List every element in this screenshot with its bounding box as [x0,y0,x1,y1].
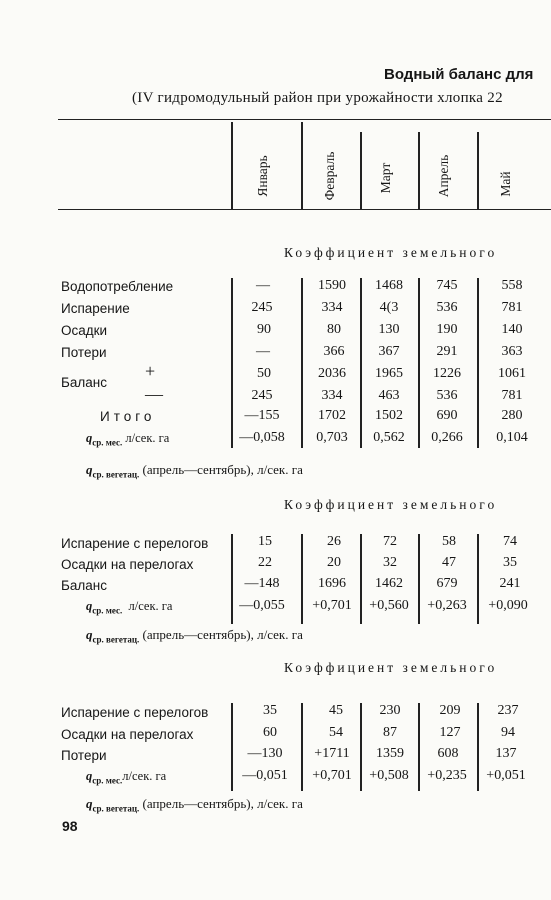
table-cell: 80 [327,322,341,337]
table-cell: 1061 [498,366,526,381]
table-cell: 1359 [376,746,404,761]
table-cell: 137 [495,746,517,761]
table-cell: +0,560 [369,598,409,613]
table-cell: 781 [501,300,523,315]
table-cell: 230 [379,703,401,718]
table-cell: 781 [501,388,523,403]
table-cell: 72 [383,534,397,549]
table-cell: +0,090 [488,598,528,613]
table-cell: +0,263 [427,598,467,613]
table-cell: 536 [436,300,458,315]
table-cell: 0,104 [496,430,528,445]
header-top-rule [58,119,551,120]
table-cell: 1702 [318,408,346,423]
table-cell: —155 [244,408,280,423]
table-cell: —130 [247,746,283,761]
table-cell: 35 [263,703,277,718]
table-cell: 1590 [318,278,346,293]
row-label: Осадки [61,323,108,338]
row-label: Испарение с перелогов [61,536,209,551]
table-cell: 241 [499,576,521,591]
row-label: Осадки на перелогах [61,727,194,742]
table-cell: 190 [436,322,458,337]
table-cell: —0,058 [239,430,285,445]
table-cell: 140 [501,322,523,337]
table-cell: +0,701 [312,598,352,613]
column-header-february: Февраль [322,151,337,201]
header-divider [231,122,233,209]
table-cell: 0,703 [316,430,348,445]
table-cell: 366 [323,344,345,359]
table-cell: 536 [436,388,458,403]
table-cell: +1711 [314,746,350,761]
table-cell: 4(3 [379,300,399,315]
table-cell: 245 [251,300,273,315]
table-cell: 0,562 [373,430,405,445]
row-label: Испарение [61,301,130,316]
table-cell: +0,235 [427,768,467,783]
table-cell: 1468 [375,278,403,293]
table-cell: 209 [439,703,461,718]
table-cell: —148 [244,576,280,591]
table-cell: 1462 [375,576,403,591]
column-header-march: Март [378,162,393,194]
row-label: Баланс [61,375,107,390]
table-cell: 94 [501,725,515,740]
table-cell: —0,055 [239,598,285,613]
header-divider [418,132,420,209]
table-cell: 58 [442,534,456,549]
table-cell: 45 [329,703,343,718]
table-cell: 50 [257,366,271,381]
table-cell: 1965 [375,366,403,381]
table-cell: — [256,278,270,293]
minus-sign: — [145,384,163,404]
q-monthly-label: $q_{ср. мес.}л$/сек. га [86,769,167,786]
table-cell: 679 [436,576,458,591]
table-cell: 20 [327,555,341,570]
table-cell: +0,701 [312,768,352,783]
table-cell: 608 [437,746,459,761]
table-cell: 237 [497,703,519,718]
q-vegetation-note: $q_{ср. вегетац.}$ (апрель—сентябрь), л/сек. га [86,796,303,814]
section-heading: Коэффициент земельного [284,497,498,512]
column-divider [477,278,479,448]
row-label: Водопотребление [61,279,174,294]
table-cell: +0,051 [486,768,526,783]
table-subtitle: (IV гидромодульный район при урожайности хлопка 22 [132,90,503,106]
table-cell: 1696 [318,576,346,591]
section-heading: Коэффициент земельного [284,660,498,675]
table-cell: 15 [258,534,272,549]
table-cell: 90 [257,322,271,337]
header-divider [301,122,303,209]
table-title: Водный баланс для [384,66,534,83]
table-cell: 127 [439,725,461,740]
row-label: Осадки на перелогах [61,557,194,572]
table-cell: 363 [501,344,523,359]
header-bottom-rule [58,209,551,210]
table-cell: 558 [501,278,523,293]
row-label-total: Итого [100,409,156,424]
row-label: Испарение с перелогов [61,705,209,720]
q-monthly-label: $q_{ср. мес.}$ л/сек. га [86,431,170,448]
table-cell: 367 [378,344,400,359]
table-cell: 32 [383,555,397,570]
table-cell: 1226 [433,366,461,381]
column-divider [231,703,233,791]
table-cell: 334 [321,300,343,315]
table-cell: 463 [378,388,400,403]
column-header-april: Апрель [436,154,451,198]
page-number: 98 [62,818,78,834]
table-cell: 245 [251,388,273,403]
table-cell: 60 [263,725,277,740]
q-monthly-label: $q_{ср. мес.}$ л/сек. га [86,599,173,616]
row-label: Баланс [61,578,107,593]
table-cell: +0,508 [369,768,409,783]
column-header-january: Январь [255,155,270,197]
table-cell: 22 [258,555,272,570]
table-cell: 35 [503,555,517,570]
row-label: Потери [61,345,107,360]
table-cell: 74 [503,534,517,549]
row-label: Потери [61,748,107,763]
column-header-may: Май [498,171,513,197]
table-cell: 130 [378,322,400,337]
q-vegetation-note: $q_{ср. вегетац.}$ (апрель—сентябрь), л/сек. га [86,627,303,645]
table-cell: 280 [501,408,523,423]
section-heading: Коэффициент земельного [284,245,498,260]
header-divider [360,132,362,209]
table-cell: 334 [321,388,343,403]
table-cell: 26 [327,534,341,549]
table-cell: 690 [436,408,458,423]
table-cell: — [256,344,270,359]
table-cell: 87 [383,725,397,740]
table-cell: 54 [329,725,343,740]
q-vegetation-note: $q_{ср. вегетац.}$ (апрель—сентябрь), л/сек. га [86,462,303,480]
header-divider [477,132,479,209]
table-cell: —0,051 [242,768,288,783]
table-cell: 2036 [318,366,346,381]
table-cell: 291 [436,344,458,359]
table-cell: 1502 [375,408,403,423]
table-cell: 0,266 [431,430,463,445]
table-cell: 47 [442,555,456,570]
plus-sign: + [145,361,156,381]
table-cell: 745 [436,278,458,293]
